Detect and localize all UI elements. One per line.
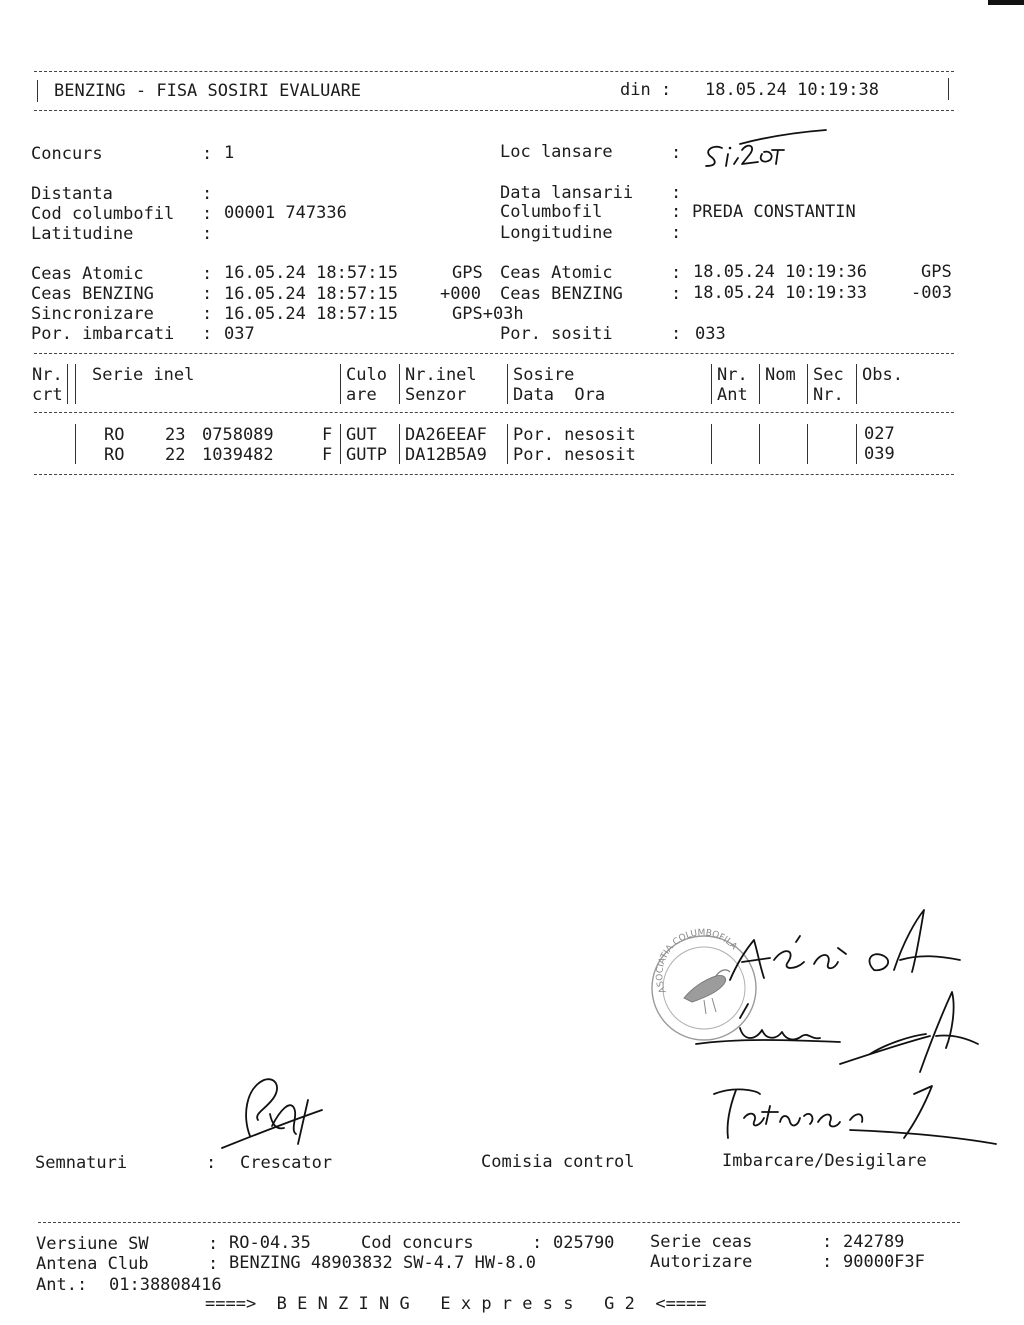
loc-lansare-label: Loc lansare	[500, 142, 613, 162]
ceas-atomic-end-label: Ceas Atomic	[500, 263, 613, 283]
header-top-rule	[34, 71, 954, 72]
table-header-rule	[34, 412, 954, 413]
row-separator	[399, 424, 400, 464]
por-sositi-sep: :	[671, 324, 682, 344]
benzing-express-banner: ====> B E N Z I N G E x p r e s s G 2 <====	[205, 1294, 707, 1314]
crescator-signature	[212, 1070, 332, 1154]
por-imbarcati-sep: :	[202, 324, 213, 344]
ceas-benzing-end-suffix: -003	[911, 283, 952, 303]
row-separator	[340, 424, 341, 464]
data-lansarii-sep: :	[671, 183, 682, 203]
cod-columbofil-label: Cod columbofil	[31, 204, 175, 224]
crescator-label: Crescator	[240, 1153, 333, 1173]
stamp-ring-text: ASOCIATIA COLUMBOFILA	[655, 928, 739, 995]
row-country: RO	[104, 425, 125, 445]
longitudine-label: Longitudine	[500, 223, 613, 243]
header-senzor: Senzor	[405, 385, 467, 405]
header-nr-ant: Nr.	[717, 365, 748, 385]
ceas-benzing-end-sep: :	[671, 284, 682, 304]
document-title: BENZING - FISA SOSIRI EVALUARE	[54, 81, 362, 101]
ceas-atomic-end-sep: :	[671, 263, 682, 283]
row-country: RO	[104, 445, 125, 465]
latitudine-label: Latitudine	[31, 224, 134, 244]
cod-columbofil-value: 00001 747336	[224, 203, 347, 223]
versiune-sw-sep: :	[208, 1234, 219, 1254]
din-label: din :	[620, 80, 672, 100]
autorizare-label: Autorizare	[650, 1252, 753, 1272]
distanta-sep: :	[202, 184, 213, 204]
serie-ceas-label: Serie ceas	[650, 1232, 753, 1252]
header-separator	[75, 364, 76, 404]
header-sec-nr: Nr.	[813, 385, 844, 405]
por-imbarcati-label: Por. imbarcati	[31, 324, 175, 344]
cod-concurs-label: Cod concurs	[361, 1233, 474, 1253]
comisia-signature-top	[724, 900, 964, 986]
row-obs: 039	[864, 444, 895, 464]
header-separator	[711, 364, 712, 404]
print-datetime: 18.05.24 10:19:38	[705, 80, 879, 100]
por-sositi-label: Por. sositi	[500, 324, 613, 344]
header-sec: Sec	[813, 365, 844, 385]
concurs-value: 1	[224, 143, 235, 163]
row-sensor: DA26EEAF	[405, 425, 487, 445]
serie-ceas-value: 242789	[843, 1232, 905, 1252]
header-culoare: Culo	[346, 365, 387, 385]
table-top-rule	[34, 353, 954, 354]
row-arrival: Por. nesosit	[513, 445, 636, 465]
longitudine-sep: :	[671, 223, 682, 243]
distanta-label: Distanta	[31, 184, 113, 204]
sincronizare-label: Sincronizare	[31, 304, 154, 324]
header-nr-inel: Nr.inel	[405, 365, 477, 385]
header-separator	[399, 364, 400, 404]
ant-label: Ant.:	[36, 1275, 88, 1295]
row-arrival: Por. nesosit	[513, 425, 636, 445]
header-data-ora: Data Ora	[513, 385, 606, 405]
por-sositi-value: 033	[695, 324, 726, 344]
antena-club-sep: :	[208, 1254, 219, 1274]
concurs-label: Concurs	[31, 144, 103, 164]
ceas-atomic-start-label: Ceas Atomic	[31, 264, 144, 284]
header-nr: Nr.	[32, 365, 63, 385]
sincronizare-suffix: GPS+03h	[452, 304, 524, 324]
comisia-control-label: Comisia control	[481, 1152, 635, 1172]
ceas-benzing-end-label: Ceas BENZING	[500, 284, 623, 304]
autorizare-sep: :	[822, 1252, 833, 1272]
cod-concurs-sep: :	[532, 1233, 543, 1253]
por-imbarcati-value: 037	[224, 324, 255, 344]
row-sex: F	[322, 425, 333, 445]
header-separator	[759, 364, 760, 404]
ceas-benzing-start-suffix: +000	[440, 284, 481, 304]
row-year: 23	[165, 425, 186, 445]
row-year: 22	[165, 445, 186, 465]
cod-columbofil-sep: :	[202, 204, 213, 224]
comisia-signature-middle	[690, 984, 980, 1080]
columbofil-value: PREDA CONSTANTIN	[692, 202, 856, 222]
row-ring: 0758089	[202, 425, 274, 445]
autorizare-value: 90000F3F	[843, 1252, 925, 1272]
row-ring: 1039482	[202, 445, 274, 465]
header-are: are	[346, 385, 377, 405]
ceas-benzing-start-sep: :	[202, 284, 213, 304]
table-bottom-rule	[34, 474, 954, 475]
header-ant: Ant	[717, 385, 748, 405]
data-lansarii-label: Data lansarii	[500, 183, 634, 203]
sincronizare-value: 16.05.24 18:57:15	[224, 304, 398, 324]
ceas-atomic-end-value: 18.05.24 10:19:36	[693, 262, 867, 282]
sincronizare-sep: :	[202, 304, 213, 324]
footer-top-rule	[38, 1222, 960, 1223]
header-separator	[340, 364, 341, 404]
header-separator	[807, 364, 808, 404]
row-color: GUTP	[346, 445, 387, 465]
header-bottom-rule	[34, 110, 954, 111]
semnaturi-sep: :	[206, 1153, 217, 1173]
columbofil-sep: :	[671, 202, 682, 222]
concurs-sep: :	[202, 144, 213, 164]
header-sosire: Sosire	[513, 365, 575, 385]
row-separator	[807, 424, 808, 464]
loc-lansare-sep: :	[671, 143, 682, 163]
row-separator	[75, 424, 76, 464]
header-crt: crt	[32, 385, 63, 405]
header-left-bar	[37, 80, 38, 102]
row-obs: 027	[864, 424, 895, 444]
header-nom: Nom	[765, 365, 796, 385]
row-sensor: DA12B5A9	[405, 445, 487, 465]
row-separator	[711, 424, 712, 464]
ceas-benzing-start-label: Ceas BENZING	[31, 284, 154, 304]
columbofil-label: Columbofil	[500, 202, 603, 222]
header-separator	[67, 364, 68, 404]
header-separator	[856, 364, 857, 404]
versiune-sw-label: Versiune SW	[36, 1234, 149, 1254]
header-serie-inel: Serie inel	[92, 365, 195, 385]
header-right-bar	[948, 78, 949, 100]
versiune-sw-value: RO-04.35	[229, 1233, 311, 1253]
row-separator	[507, 424, 508, 464]
ceas-atomic-start-value: 16.05.24 18:57:15	[224, 263, 398, 283]
ceas-atomic-start-suffix: GPS	[452, 263, 483, 283]
header-obs: Obs.	[862, 365, 903, 385]
scan-edge-mark	[988, 0, 1024, 5]
ceas-benzing-start-value: 16.05.24 18:57:15	[224, 284, 398, 304]
serie-ceas-sep: :	[822, 1232, 833, 1252]
row-color: GUT	[346, 425, 377, 445]
semnaturi-label: Semnaturi	[35, 1153, 128, 1173]
cod-concurs-value: 025790	[553, 1233, 615, 1253]
antena-club-label: Antena Club	[36, 1254, 149, 1274]
imbarcare-desigilare-label: Imbarcare/Desigilare	[722, 1151, 927, 1171]
antena-club-value: BENZING 48903832 SW-4.7 HW-8.0	[229, 1253, 537, 1273]
latitudine-sep: :	[202, 224, 213, 244]
ceas-atomic-end-suffix: GPS	[921, 262, 952, 282]
row-sex: F	[322, 445, 333, 465]
ceas-atomic-start-sep: :	[202, 264, 213, 284]
row-separator	[759, 424, 760, 464]
loc-lansare-handwritten-value	[700, 128, 830, 172]
header-separator	[507, 364, 508, 404]
row-separator	[856, 424, 857, 464]
ant-value: 01:38808416	[109, 1275, 222, 1295]
ceas-benzing-end-value: 18.05.24 10:19:33	[693, 283, 867, 303]
imbarcare-signature	[700, 1076, 1000, 1156]
